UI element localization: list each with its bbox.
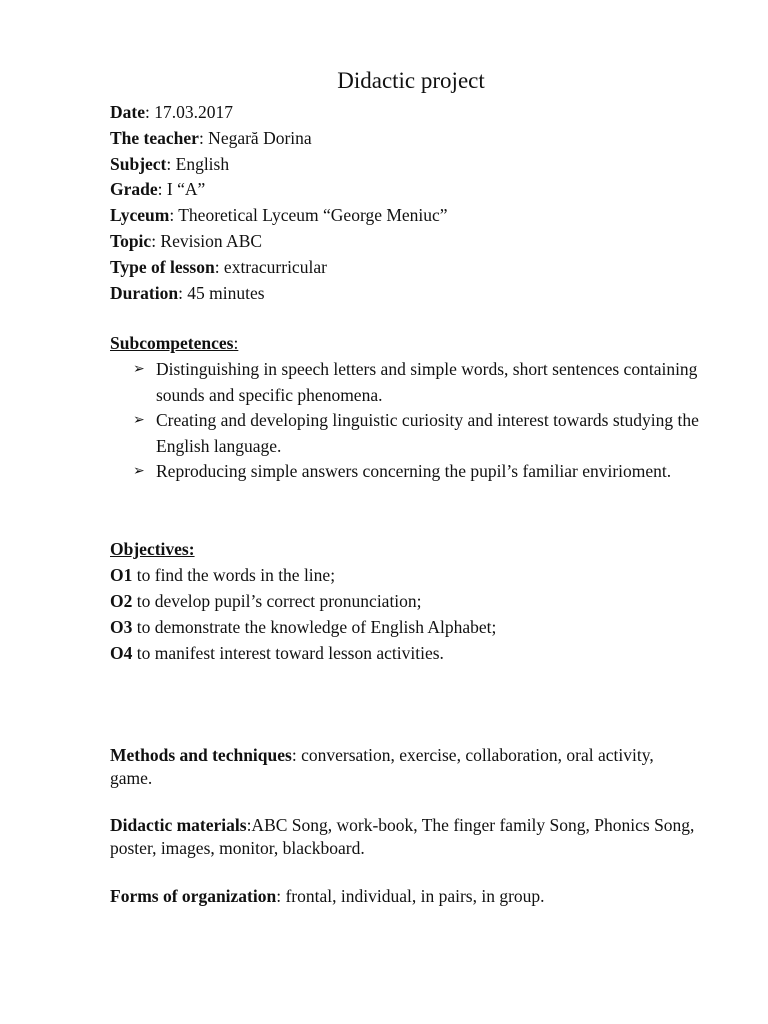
field-label: Date bbox=[110, 102, 145, 122]
methods-value: : conversation, exercise, collaboration, oral activity, game. bbox=[110, 745, 654, 788]
field-label: Subject bbox=[110, 154, 167, 174]
objective-text: to manifest interest toward lesson activities. bbox=[132, 643, 444, 663]
field-value: : Theoretical Lyceum “George Meniuc” bbox=[169, 205, 448, 225]
forms-label: Forms of organization bbox=[110, 886, 277, 906]
field-value: : English bbox=[166, 154, 230, 174]
heading-label: Subcompetences bbox=[110, 333, 234, 353]
field-label: Lyceum bbox=[110, 205, 170, 225]
objective-text: to develop pupil’s correct pronunciation; bbox=[132, 591, 422, 611]
heading-colon: : bbox=[233, 333, 239, 353]
objective-code: O2 bbox=[110, 591, 133, 611]
field-grade bbox=[110, 178, 205, 200]
methods-paragraph bbox=[110, 744, 700, 790]
arrow-bullet-icon: ➢ bbox=[133, 413, 145, 428]
field-duration bbox=[110, 282, 265, 304]
objective-item bbox=[110, 616, 496, 638]
field-date bbox=[110, 101, 233, 123]
methods-label: Methods and techniques bbox=[110, 745, 292, 765]
objective-code: O1 bbox=[110, 565, 133, 585]
document-title: Didactic project bbox=[337, 68, 485, 93]
subcompetence-item bbox=[133, 357, 733, 408]
objectives-heading: Objectives: bbox=[110, 539, 195, 559]
field-lyceum bbox=[110, 204, 448, 226]
field-label: Topic bbox=[110, 231, 152, 251]
field-value: : Negară Dorina bbox=[198, 128, 312, 148]
objective-text: to find the words in the line; bbox=[132, 565, 336, 585]
field-value: : extracurricular bbox=[214, 257, 327, 277]
field-topic bbox=[110, 230, 262, 252]
field-subject bbox=[110, 153, 229, 175]
field-teacher bbox=[110, 127, 312, 149]
objective-item bbox=[110, 642, 444, 664]
materials-label: Didactic materials bbox=[110, 815, 247, 835]
subcompetence-text: Distinguishing in speech letters and simple words, short sentences containing sounds and specific phenomena. bbox=[156, 359, 698, 405]
field-label: The teacher bbox=[110, 128, 199, 148]
field-value: : Revision ABC bbox=[151, 231, 263, 251]
field-type-of-lesson bbox=[110, 256, 327, 278]
field-value: : I “A” bbox=[157, 179, 206, 199]
objective-code: O4 bbox=[110, 643, 133, 663]
field-label: Duration bbox=[110, 283, 179, 303]
forms-paragraph bbox=[110, 885, 700, 908]
subcompetence-item bbox=[133, 459, 733, 485]
field-label: Grade bbox=[110, 179, 158, 199]
subcompetences-heading bbox=[110, 333, 238, 354]
field-label: Type of lesson bbox=[110, 257, 215, 277]
arrow-bullet-icon: ➢ bbox=[133, 362, 145, 377]
arrow-bullet-icon: ➢ bbox=[133, 464, 145, 479]
objective-item bbox=[110, 564, 335, 586]
objective-code: O3 bbox=[110, 617, 133, 637]
objective-item bbox=[110, 590, 422, 612]
subcompetence-item bbox=[133, 408, 733, 459]
materials-paragraph bbox=[110, 814, 700, 860]
field-value: : 45 minutes bbox=[178, 283, 265, 303]
subcompetence-text: Reproducing simple answers concerning the pupil’s familiar envirioment. bbox=[156, 461, 672, 481]
subcompetence-text: Creating and developing linguistic curiosity and interest towards studying the English language. bbox=[156, 410, 699, 456]
materials-value: :ABC Song, work-book, The finger family Song, Phonics Song, poster, images, monitor, blackboard. bbox=[110, 815, 695, 858]
forms-value: : frontal, individual, in pairs, in group. bbox=[276, 886, 545, 906]
objective-text: to demonstrate the knowledge of English Alphabet; bbox=[132, 617, 497, 637]
field-value: : 17.03.2017 bbox=[144, 102, 233, 122]
